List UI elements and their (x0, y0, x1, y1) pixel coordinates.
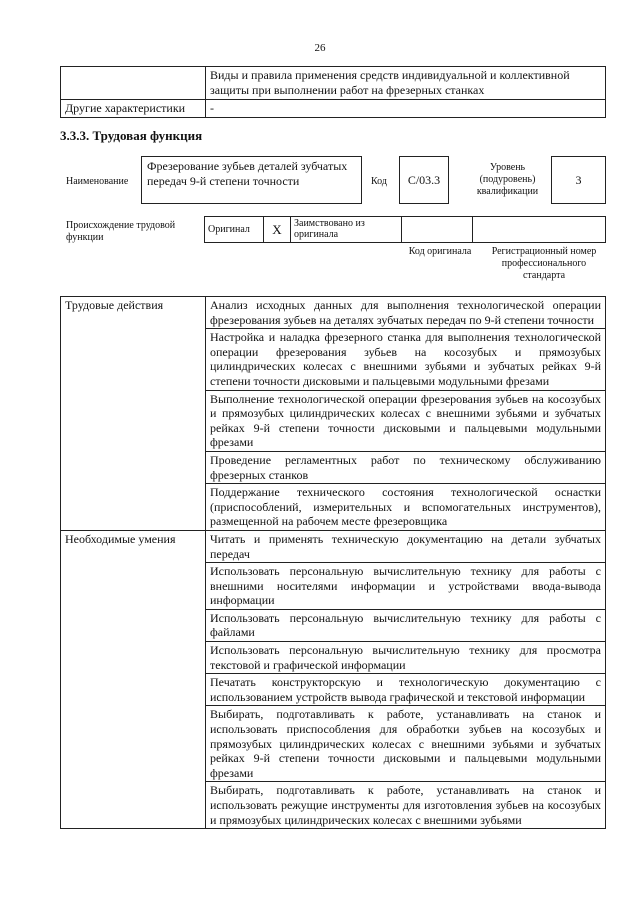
labor-function-table (60, 296, 606, 829)
borrowed-label: Заимствовано из оригинала (291, 217, 402, 243)
labor-action: Поддержание технического состояния технологической оснастки (приспособлений, измерительных и вспомогательных инструментов), размещенной на рабочем месте фрезеровщика (206, 484, 606, 531)
skill: Читать и применять техническую документацию на детали зубчатых передач (206, 530, 606, 562)
skill: Использовать персональную вычислительную технику для работы с внешними носителями информации и устройствами ввода-вывода информации (206, 563, 606, 610)
labor-action: Проведение регламентных работ по техническому обслуживанию фрезерных станков (206, 451, 606, 483)
table-cell (61, 67, 206, 100)
labor-action: Настройка и наладка фрезерного станка для выполнения технологической операции фрезерования зубьев на косозубых и прямозубых цилиндрических колесах с внешними зубьями и зубчатых рейках 9-й степени точности дисковыми и пальцевыми модульными фрезами (206, 329, 606, 390)
table-cell (473, 217, 606, 243)
table-row (61, 67, 606, 100)
origin-label: Происхождение трудовой функции (66, 220, 176, 243)
labor-action: Анализ исходных данных для выполнения технологической операции фрезерования зубьев на деталях зубчатых передач по 9-й степени точности (206, 297, 606, 329)
original-mark: X (264, 217, 291, 243)
table-row (205, 217, 606, 243)
qualification-level: 3 (551, 156, 606, 204)
table-row (61, 530, 606, 562)
table-cell: - (206, 100, 606, 118)
skill: Выбирать, подготавливать к работе, устанавливать на станок и использовать приспособления для обработки зубьев на косозубых и прямозубых цилиндрических колесах с внешними зубьями и зубчатых рейках 9-й степени точности дисковыми и пальцевыми модульными фрезами (206, 706, 606, 782)
reg-caption: Регистрационный номер профессионального стандарта (491, 246, 597, 281)
origin-table (204, 216, 606, 243)
name-label: Наименование (66, 176, 129, 187)
other-characteristics-label: Другие характеристики (61, 100, 206, 118)
other-characteristics-table (60, 66, 606, 118)
skill: Использовать персональную вычислительную технику для работы с файлами (206, 609, 606, 641)
page-number: 26 (314, 42, 326, 54)
skill: Использовать персональную вычислительную технику для просмотра текстовой и графической информации (206, 642, 606, 674)
table-row (61, 100, 606, 118)
section-title: 3.3.3. Трудовая функция (60, 128, 203, 143)
labor-actions-label: Трудовые действия (61, 297, 206, 531)
table-cell (402, 217, 473, 243)
table-cell: Виды и правила применения средств индивидуальной и коллективной защиты при выполнении работ на фрезерных станках (206, 67, 606, 100)
skills-label: Необходимые умения (61, 530, 206, 828)
skill: Выбирать, подготавливать к работе, устанавливать на станок и использовать режущие инструменты для изготовления зубьев на косозубых и прямозубых цилиндрических колесах с внешними зубьями (206, 782, 606, 829)
skill: Печатать конструкторскую и технологическую документацию с использованием устройств вывода графической и текстовой информации (206, 674, 606, 706)
level-label: Уровень (подуровень) квалификации (476, 162, 539, 197)
code-caption: Код оригинала (408, 246, 472, 257)
function-code: С/03.3 (399, 156, 449, 204)
labor-action: Выполнение технологической операции фрезерования зубьев на косозубых и прямозубых цилиндрических колесах с внешними зубьями и зубчатых рейках 9-й степени точности дисковыми и пальцевыми модульными фрезами (206, 390, 606, 451)
function-name: Фрезерование зубьев деталей зубчатых передач 9-й степени точности (141, 156, 362, 204)
code-label: Код (371, 176, 387, 187)
original-label: Оригинал (205, 217, 264, 243)
table-row (61, 297, 606, 329)
